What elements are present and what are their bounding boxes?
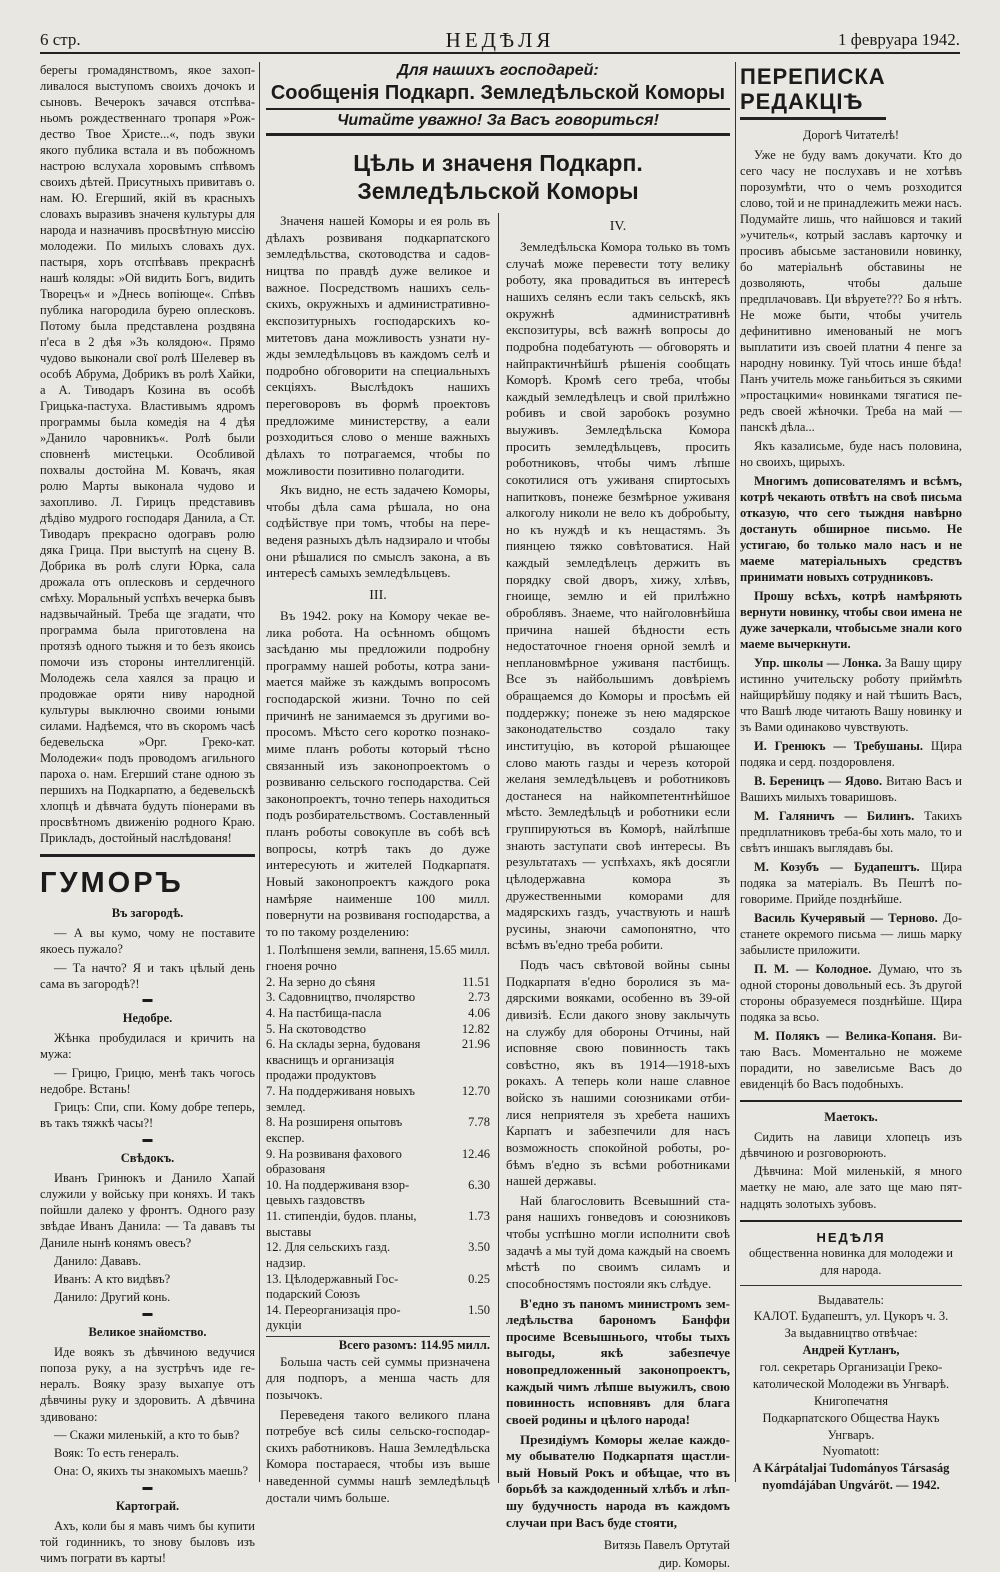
masthead-title: НЕДѢЛЯ	[445, 28, 555, 52]
correspondence-header	[740, 64, 962, 120]
budget-row	[266, 1303, 490, 1334]
budget-value: 3.50	[468, 1240, 490, 1255]
reply-item	[740, 773, 962, 805]
publisher-label: Выдаватель:	[817, 1292, 885, 1307]
joke-line: Дѣвчина: Мой миленькій, я много маетку не маю, але зато ще маю пятнадцять золотыхъ зубовъ.	[740, 1164, 962, 1211]
reply-item	[740, 738, 962, 770]
joke-heading: Недобре.	[122, 1011, 173, 1025]
budget-label: 2. На зерно до сѣяня	[266, 974, 376, 989]
budget-label: 5. На скотоводство	[266, 1021, 366, 1036]
reply-text: За Вашу щиру истинно учительску роботу приймѣть найщирѣйшу подяку и най тѣшить Васъ, что Вашѣ люде читають Вашу новинку и зъ Вами одинаково чувствують.	[740, 655, 963, 734]
reply-text: Щира подяка за матеріалъ. Въ Пештѣ поговориме. Прийде позднѣйше.	[740, 859, 963, 906]
signature-role: дир. Коморы.	[658, 1555, 730, 1570]
reply-item	[740, 859, 962, 907]
article-right-column	[506, 213, 730, 1570]
joke-line: — Грицю, Грицю, менѣ такъ чогось недобре. Встань!	[40, 1065, 255, 1096]
budget-row	[266, 1037, 490, 1084]
reply-text: Витаю Васъ. Моментально не можеме порадити, но завелисьме Васъ до евиденціѣ бо Васъ подобныхъ.	[740, 1028, 962, 1091]
responsible-label: За выдавництво отвѣчае:	[784, 1326, 918, 1341]
banner-headline: Сообщенія Подкарп. Земледѣльской Коморы	[270, 82, 726, 104]
joke-line: — А вы кумо, чому не поставите якоесь пужало?	[40, 926, 255, 957]
reply-item	[740, 655, 962, 735]
budget-row	[266, 1022, 490, 1038]
article-body	[266, 213, 730, 1570]
budget-row	[266, 1178, 490, 1209]
imprint-title: НЕДѢЛЯ	[816, 1229, 886, 1245]
printer-name: Подкарпатского Общества Наукъ	[762, 1410, 940, 1425]
article-paragraph: Подъ часъ свѣтовой войны сыны Подкарпатя в'едно боролися зъ мадярскими вояками, особенно въ 39-ой дивизіѣ. Если дакого знову заклычуть на службу для обороны Отчины, най исповняе свою повинность такъ совѣстно, якъ въ 1914—1918-ыхъ рокахъ. А теперь коли наше славное войско зъ нашими союзниками отбилися неприятеля зъ хребета нашихъ Карпатъ и забезпечили для насъ возможность спокойной роботы, робѣмъ в'едно зъ всѣми роботниками нашей державы.	[506, 957, 730, 1189]
article-title: Цѣль и значеня Подкарп. Земледѣльской Коморы	[353, 150, 643, 204]
budget-value: 1.50	[468, 1302, 490, 1317]
section-number: III.	[369, 587, 387, 603]
signature	[506, 1537, 730, 1572]
budget-value: 4.06	[468, 1005, 490, 1020]
section-number: IV.	[609, 219, 627, 235]
budget-label: 6. На склады зерна, будованя кваснищъ и организація продажи продуктовъ	[266, 1037, 421, 1083]
article-paragraph: В'едно зъ паномъ министромъ земледѣльства барономъ Банффи просиме Всевышнього, чтобы тыхъ выгоды, якѣ забезпечуе новопредложенный законопроектъ, каждый чимъ лѣпше выужилъ, свою повинность исповнявъ для блага своей родины и цѣлого народа!	[506, 1295, 730, 1427]
page-number: 6 стр.	[40, 30, 81, 49]
budget-row	[266, 943, 490, 974]
left-column	[40, 62, 255, 1565]
budget-label: 14. Переорганизація продукціи	[266, 1302, 401, 1333]
article-paragraph: Президіумъ Коморы желае каждому обывателю Подкарпатя щастливый Новый Рокъ и обѣщае, что въ борьбѣ за каждоденный хлѣбъ и лѣпшу будучность народа въ каждомъ случаи при Васъ буде стояти,	[506, 1431, 730, 1530]
reply-recipient: Упр. школы — Лонка.	[754, 655, 882, 670]
right-column	[740, 62, 962, 1502]
nyomtatott-text	[740, 1460, 962, 1494]
joke-heading: Въ загородѣ.	[111, 906, 184, 920]
reply-text: Витаю Васъ и Вашихъ милыхъ товаришовъ.	[740, 773, 963, 804]
editor-paragraph: Многимъ дописователямъ и всѣмъ, котрѣ чекають отвѣтъ на своѣ письма отказую, что сего тыждня навѣрно достануть обширное письмо. Не устигаю, бо только мало насъ и не маеме матеріальныхъ средствъ принимати новыхъ сотрудниковъ.	[740, 473, 962, 584]
budget-row	[266, 1006, 490, 1022]
budget-row	[266, 1240, 490, 1271]
budget-row	[266, 990, 490, 1006]
budget-value: 7.78	[468, 1115, 490, 1130]
imprint	[740, 1230, 962, 1494]
budget-value: 6.30	[468, 1177, 490, 1192]
budget-label: 11. стипендіи, будов. планы, выставы	[266, 1209, 417, 1239]
reply-recipient: М. Галяничъ — Билинъ.	[754, 808, 915, 823]
article-paragraph: Больша часть сей суммы призначена для подпоръ, а менша часть для позычокъ.	[266, 1353, 490, 1402]
budget-label: 4. На пастбища-пасла	[266, 1005, 382, 1020]
joke-line: Иванъ Гринюкъ и Данило Хапай служили у войську при коняхъ. И такъ пойшли далеко у фронтъ. Одного разу звѣдае Иванъ Данила: — Та дававъ ты Даниле нынѣ конямъ овесъ?	[40, 1170, 255, 1250]
correspondence-title-line1: ПЕРЕПИСКА	[740, 64, 886, 89]
budget-value: 21.96	[461, 1037, 490, 1052]
budget-value: 15.65 милл.	[428, 943, 490, 958]
reply-text: Такихъ предплатниковъ треба-бы хоть мало, то и свѣтъ иншакъ выглядавъ бы.	[740, 808, 963, 855]
budget-label: 13. Цѣлодержавный Господарский Союзъ	[266, 1271, 399, 1302]
budget-value: 0.25	[468, 1271, 490, 1286]
reply-item	[740, 961, 962, 1025]
article-paragraph: Якъ видно, не есть задачею Коморы, чтобы дѣла сама рѣшала, но она содѣйствуе при томъ, чтобы на переведеня разныхъ дѣлъ надзирало и чтобы они рѣшалися по смыслъ закона, а въ интересѣ самыхъ земледѣльцевъ.	[266, 482, 490, 581]
section-rule	[740, 1100, 962, 1102]
article-paragraph: Въ 1942. року на Комору чекае велика робота. На осѣнномъ общомъ засѣданю мы предложили подробну программу нашей роботы, котра занимается майже зъ каждымъ вопросомъ господарской жизни. Точно по сей причинѣ не занимаемся зъ другими вопросомъ. Мѣсто сего коротко познакомимe планъ роботы который тѣсно связанный изъ законопроектомъ о розвиваню сельского господарства. Сей законопроектъ, точно теперь находиться подъ розбирательствомъ. Составленный планъ роботы совокупле въ собѣ всѣ вопросы, котрѣ такъ до дуже интересують и жителей Подкарпатя. Новый законопроектъ каждого рока намѣряе наименше 100 милл. повернути на розвиваня господарства, а то по такому розделению:	[266, 607, 491, 939]
reply-item	[740, 808, 962, 856]
budget-row	[266, 1084, 490, 1115]
reply-text: Щира подяка и серд. поздоровленя.	[740, 738, 962, 769]
budget-value: 2.73	[468, 990, 490, 1005]
budget-row	[266, 975, 490, 991]
joke-line: Она: О, якихъ ты знакомыхъ маешь?	[54, 1464, 249, 1479]
imprint-subtitle: общественна новинка для молодежи и для народа.	[749, 1245, 953, 1277]
budget-value: 12.70	[461, 1084, 490, 1099]
editor-paragraph: Уже не буду вамъ докучати. Кто до сего часу не послухавъ и не хотѣвъ порозумѣти, что о чемъ розходится слово, той и не принадлежить межи насъ. Подумайте лишь, что найшовся и такий »учитель«, котрый заславъ карточку и просивъ абысьме застановили новинку, бо матеріальнѣ обставины не дозволяють, чтобы дальше предплачовавъ. Ци вѣруете??? Бо я нѣтъ. Не може быти, чтобы учитель дефинитивно именованый не могъ выплатити изъ своей платни 4 пенге за народну новинку. Туй чтось инше бѣда! Панъ учитель може ганьбиться зъ сякими »простацкими« новинками тягатися передъ своей жѣночки. Треба на май — панскѣ дѣла...	[740, 147, 962, 434]
ornament: ▬	[142, 994, 153, 1005]
joke-line: Данило: Дававъ.	[54, 1253, 142, 1268]
responsible-name-text: Андрей Кутланъ,	[802, 1343, 900, 1358]
correspondence-title-line2: РЕДАКЦІѢ	[740, 89, 864, 115]
joke-line: Ахъ, коли бы я мавъ чимъ бы купити той годинникъ, то знову быловъ изъ чимъ пограти въ карты!	[40, 1518, 255, 1565]
reply-recipient: И. Гренюкъ — Требушаны.	[754, 738, 924, 753]
budget-label: 8. На розширеня опытовъ експер.	[266, 1115, 403, 1145]
editor-paragraph: Якъ казалисьме, буде насъ половина, но своихъ, щирыхъ.	[740, 438, 962, 469]
budget-label: 1. Полѣпшеня земли, вапненя, гноеня рочно	[266, 943, 428, 974]
reply-recipient: М. Полякъ — Велика-Копаня.	[754, 1028, 937, 1043]
budget-total: Всего разомъ: 114.95 милл.	[266, 1336, 490, 1354]
joke-line: Данило: Другий конь.	[54, 1290, 171, 1305]
header-rule	[40, 52, 960, 54]
joke-line: — Скажи миленькій, а кто то быв?	[54, 1427, 240, 1442]
column-divider	[259, 62, 260, 1482]
correspondence-title	[740, 64, 886, 120]
joke-line: Грицъ: Спи, спи. Кому добре теперь, въ такъ тяжкѣ часы?!	[40, 1100, 255, 1131]
greeting: Дорогѣ Читателѣ!	[802, 127, 900, 142]
reply-text: Думаю, что зъ одной стороны довольный есь. Зъ другой стороны образуемеся позднѣйше. Щира подяка за всьо.	[740, 961, 962, 1024]
budget-row	[266, 1272, 490, 1303]
responsible-role: гол. секретарь Организаціи Грекокатолической Молодежи въ Унгварѣ.	[752, 1360, 950, 1391]
joke-heading: Свѣдокъ.	[120, 1150, 175, 1165]
issue-date: 1 февруара 1942.	[838, 30, 960, 49]
ornament: ▬	[142, 1481, 153, 1493]
budget-label: 7. На поддерживаня новыхъ землед.	[266, 1084, 415, 1114]
article-paragraph: Значеня нашей Коморы и ея роль въ дѣлахъ розвиваня подкарпатского земледѣльства, скотоводства и садовництва по правдѣ дуже великое и важное. Посредствомъ нашихъ сельскихъ, окружныхъ и административно-експозитурныхъ господарскихъ комитетовъ дана можливость узнати нужды земледѣльцовъ въ каждомъ селѣ и подробно обговорити на специальныхъ секціяхъ. Выслѣдокъ нашихъ переговоровъ въ формѣ проектовъ предложиме министерству, а еали розходиться слово о менше важныхъ дѣлахъ то потрагаемся, чтобы по можливости позитивно полагодити.	[266, 213, 490, 478]
reply-recipient: В. Береницъ — Ядово.	[754, 773, 883, 788]
budget-value: 12.82	[461, 1021, 490, 1036]
printer-label: Книгопечатня	[813, 1393, 889, 1408]
article-paragraph: Земледѣльска Комора только въ томъ случаѣ може перевести тоту велику роботу, яка провадиться въ интересѣ нашихъ селянъ если такъ сельскѣ, якъ окружнѣ административнѣ експозитуры, всѣ важнѣ вопросы до подробна подебатують — обговорять и найпрактичнѣйшѣ рѣшенія сообщать Коморѣ. Кромѣ сего треба, чтобы каждый земледѣлецъ и свой прилѣжно робивъ и свой заробокъ розумно выуживъ. Земледѣльска Комора просить земледѣльцевъ, просить роботниковъ, чтобы чимъ лѣпше сокотилися отъ уживаня спиртосыхъ напитковъ, понеже безмѣрное уживаня алкоголу николи не вело къ добробыту, но къ нуждѣ и къ нещaстямъ. Зъ пиянцею тяжко совѣтоватися. Най каждый земледѣлецъ держить въ порядку свой дворъ, хижу, хлѣвъ, гноище, землю и ей прилѣжно оброблявъ. Знаеме, что найголовнѣйша причина нашей бѣдности есть недостаточное гноеня орной землѣ и неплановмѣрное уживаня пастбищъ. Все зъ найбольшимъ довѣріемъ обращаемся до Коморы и просѣмъ ей поддержку; понеже зъ нею мадярское законодательство создало таку институцію, въ которой рѣшающее слово мають газды и черезъ которой желаня земледѣльцевъ и роботниковъ достанеся на найкомпетентнѣйшое мѣсто. Земледѣльцѣ и роботники если группируються въ Коморѣ, найлѣпше знають заступати своѣ интересы. Въ результатахъ — успѣхахъ, якѣ досягли цѣлодержавна комора зъ дружественными коморами для мадярскихъ газдъ, участвують и нашѣ русины, знаючи самопонятно, что всѣмъ въ'едно треба робити.	[506, 239, 730, 953]
printer-city: Унгваръ.	[827, 1427, 875, 1442]
joke-line: Жѣнка пробудилася и кричить на мужа:	[40, 1031, 255, 1062]
budget-row	[266, 1115, 490, 1146]
budget-value: 11.51	[462, 974, 490, 989]
banner-kicker: Для нашихъ господарей:	[397, 62, 599, 79]
joke-heading: Маетокъ.	[824, 1109, 878, 1124]
budget-value: 1.73	[468, 1209, 490, 1224]
joke-line: Вояк: То есть генералъ.	[54, 1446, 180, 1460]
reply-recipient: П. М. — Колодное.	[754, 961, 872, 976]
responsible-name	[740, 1342, 962, 1359]
joke-line: Иванъ: А кто видѣвъ?	[54, 1272, 171, 1286]
joke-heading: Великое знайомство.	[88, 1324, 207, 1339]
joke-line: Иде воякъ зъ дѣвчиною ведучися попоза руку, а на зустрѣчъ иде генералъ. Вояку зразу выхапуе отъ дѣвчины руку и здоровить. А дѣвчина здивовано:	[40, 1344, 255, 1424]
section-rule	[740, 1220, 962, 1222]
article-paragraph: Най благословить Всевышний стараня нашихъ гонведовъ и союзниковъ чтобы успѣшно могли исполнити своѣ задачѣ а мы туй дома кaждый на своемъ мѣстѣ по своимъ силамъ и способностямъ постояли якъ слѣдуе.	[506, 1192, 730, 1291]
budget-row	[266, 1147, 490, 1178]
column-divider	[735, 62, 736, 1482]
reply-item	[740, 1028, 962, 1092]
joke-line: Сидить на лавици хлопецъ изъ дѣвчиною и розговорюють.	[740, 1129, 962, 1160]
ornament: ▬	[142, 1307, 153, 1319]
joke-heading: Картограй.	[115, 1498, 180, 1513]
article-paragraph: Переведеня такого великого плана потребуе всѣ силы сельско-господарскихъ работниковъ. Наша Земледѣльска Комора постараеся, чтобы изъ выше наведенной суммы нашѣ земледѣльцѣ достали чимъ больше.	[266, 1406, 490, 1505]
humor-title: ГУМОРЪ	[40, 854, 255, 900]
budget-label: 10. На поддерживаня взорцевыхъ газдовствъ	[266, 1177, 410, 1208]
reply-recipient: М. Козубъ — Будапештъ.	[754, 859, 920, 874]
imprint-rule	[740, 1285, 962, 1286]
ornament: ▬	[142, 1133, 153, 1145]
budget-label: 9. На розвиваня фахового образованя	[266, 1146, 402, 1177]
signature-name: Витязь Павелъ Ортутай	[603, 1538, 730, 1553]
budget-row	[266, 1209, 490, 1240]
reply-recipient: Василь Кучерявый — Терново.	[754, 910, 938, 925]
publisher: КАЛОТ. Будапештъ, ул. Цукоръ ч. 3.	[753, 1309, 949, 1324]
nyomtatott-label: Nyomatott:	[822, 1444, 880, 1459]
column-divider	[498, 213, 499, 1483]
reply-text: Достанете окремого письма — лишь марку забылисте приложити.	[740, 910, 963, 957]
budget-label: 12. Для сельскихъ газд. надзир.	[266, 1240, 391, 1270]
banner-callout: Читайте уважно! За Васъ говориться!	[266, 108, 730, 136]
article-left-column	[266, 213, 491, 1505]
report-paragraph: берегы громадянствомъ, якое захопливалося выступомъ своихъ дочокъ и сыновъ. Вечерокъ зачався отспѣваньомъ рождественнаго тропаря »Рождество Твое Христе...«, подъ звуки якого публика встала и въ побожномъ настрою вслухала хоровымъ спѣвомъ своихъ дѣтей. Присутныхъ привитавъ о. нам. Ю. Егерший, якій въ красныхъ словахъ выразивъ значеня культуры для народа и назначивъ просвѣтную миссію молодежи. По милыхъ словахъ дух. пастыря, хоръ отспѣвавъ прекраснѣ нашѣ коляды: »Ой видить Богъ, видить Творецъ« и »Днесь вопіющe«. Спѣвъ публика нагородила бурею оплесковъ. Потому была представлена роздвяна п'еса в 2 дѣя »Зъ колядою«. Прямо чудово выконали свої ролѣ Шелевер въ особѣ Абрума, Добрикъ въ ролѣ Хайки, а А. Тиводаръ Козина въ особѣ Грицька-пастуха. Властивымъ ядромъ программы была комедія на 4 дѣя »Данило чаровникъ«. Ролѣ были сповненѣ мистецьки. Особливой похвалы достойна М. Ковачъ, якая ролю Марты выконала чудово и захопливо. Л. Гирицъ представивъ дѣдіво мудрого господаря Данила, а Ст. Тиводаръ прекрасно одогравъ ролю дяка Грица. При выступѣ на сцену В. Добрика въ ролѣ слуги Юрка, сала дрожала отъ оплесковъ и сердечного смѣху. Моральный успѣхъ вечерка бывъ надзвычайный. Треба ще згадати, что программа была приготовлена на протязѣ одного тыжня и то безъ якоись помочи изъ стороны интеллигенцій. Молодежь села хаялся за працю и продовжае оряти ниву народной культуры выключно своими юными силами. Надѣемся, что въ скоромъ часѣ бедевельска »Орг. Греко-кат. Молодежи« подъ проводомъ агильного пароха о. нам. Егерший стане одною зъ першихъ на Подкарпатю, а бедевельскѣ хлопцѣ и дѣвчата будуть піонерами въ просвѣтномъ движенію родного Краю. Прикладъ, достойный наслѣдованя!	[40, 63, 255, 845]
budget-table	[266, 943, 490, 1353]
budget-value: 12.46	[461, 1146, 490, 1161]
budget-label: 3. Садовництво, пчолярство	[266, 990, 416, 1005]
joke-line: — Та начто? Я и такъ цѣлый день сама въ загородѣ?!	[40, 960, 255, 991]
nyomtatott-value: A Kárpátaljai Tudományos Társaság nyomdájában Ungváröt. — 1942.	[752, 1461, 950, 1493]
reply-item	[740, 910, 962, 958]
editor-paragraph: Прошу всѣхъ, котрѣ намѣряють вернути новинку, чтобы свои имена не дуже зачеркали, чтобысьме знали кого маеме вычеркнути.	[740, 588, 962, 651]
komora-article	[266, 62, 730, 1570]
